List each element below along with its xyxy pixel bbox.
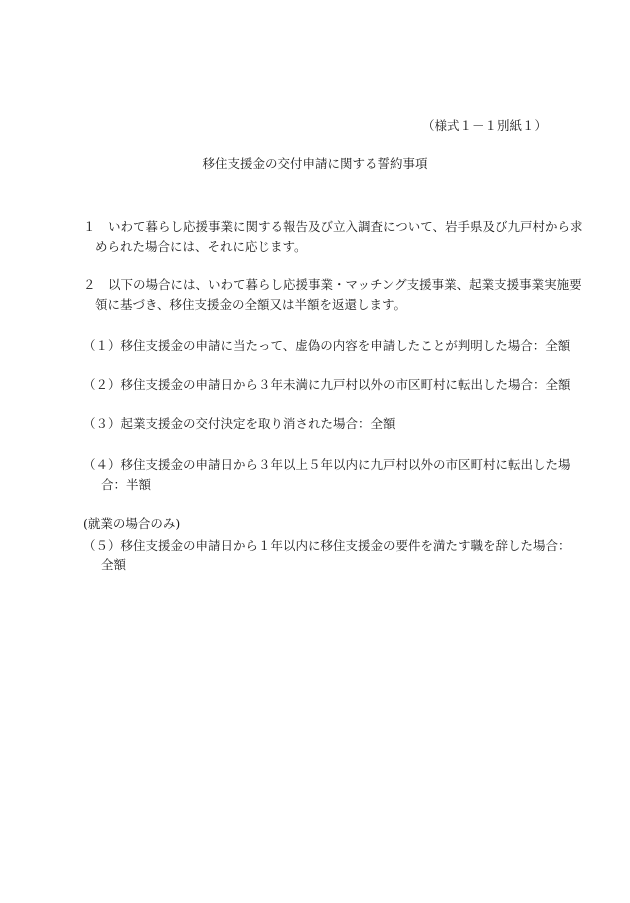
item-5-line-1: （５）移住支援金の申請日から１年以内に移住支援金の要件を満たす職を辞した場合： [83,538,571,553]
item-4-line-1: （４）移住支援金の申請日から３年以上５年以内に九戸村以外の市区町村に転出した場 [83,457,571,472]
paragraph-1-line-1: １ いわて暮らし応援事業に関する報告及び立入調査について、岩手県及び九戸村から求 [83,219,583,234]
item-4-line-2: 合：半額 [101,477,152,492]
item-3: （３）起業支援金の交付決定を取り消された場合：全額 [83,416,396,431]
form-label: （様式１－１別紙１） [421,118,547,133]
item-2: （２）移住支援金の申請日から３年未満に九戸村以外の市区町村に転出した場合：全額 [83,377,571,392]
paragraph-2-line-1: ２ 以下の場合には、いわて暮らし応援事業・マッチング支援事業、起業支援事業実施要 [83,277,582,292]
employment-only-note: (就業の場合のみ) [83,516,181,531]
paragraph-2-line-2: 領に基づき、移住支援金の全額又は半額を返還します。 [95,297,407,312]
item-1: （１）移住支援金の申請に当たって、虚偽の内容を申請したことが判明した場合：全額 [83,338,571,353]
item-5-line-2: 全額 [101,557,127,572]
document-title: 移住支援金の交付申請に関する誓約事項 [202,156,428,171]
paragraph-1-line-2: められた場合には、それに応じます。 [95,239,307,254]
